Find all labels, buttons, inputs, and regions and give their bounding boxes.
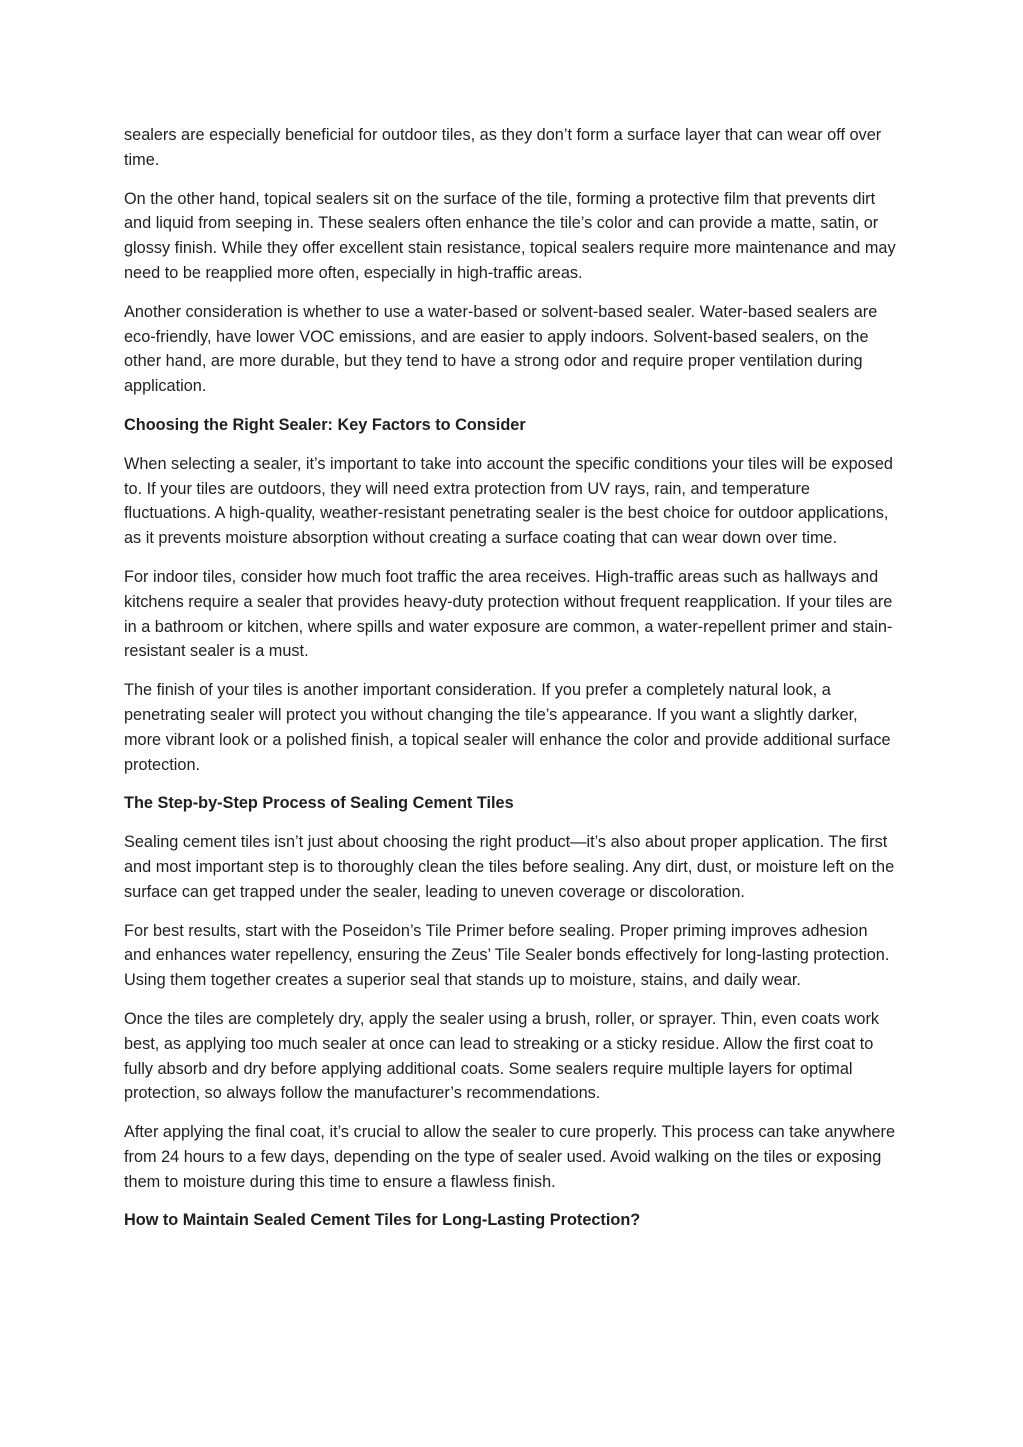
paragraph: Once the tiles are completely dry, apply the sealer using a brush, roller, or sprayer. Thin, even coats work best, as applying too much sealer at once can lead to streaking or a sticky residue. Allow the first coat to fully absorb and dry before applying additional coats. Some sealers require multiple layers for optimal protection, so always follow the manufacturer’s recommendations.	[124, 1009, 880, 1103]
paragraph: For best results, start with the Poseidon’s Tile Primer before sealing. Proper priming improves adhesion and enhances water repellency, ensuring the Zeus’ Tile Sealer bonds effectively for long-lasting protection. Using them together creates a superior seal that stands up to moisture, stains, and daily wear.	[124, 921, 890, 990]
paragraph: sealers are especially beneficial for outdoor tiles, as they don’t form a surface layer that can wear off over time.	[124, 126, 882, 169]
paragraph: For indoor tiles, consider how much foot traffic the area receives. High-traffic areas such as hallways and kitchens require a sealer that provides heavy-duty protection without frequent reapplication. If your tiles are in a bathroom or kitchen, where spills and water exposure are common, a water-repellent primer and stain-resistant sealer is a must.	[124, 567, 893, 661]
section-heading: Choosing the Right Sealer: Key Factors to Consider	[124, 415, 526, 434]
paragraph: Another consideration is whether to use a water-based or solvent-based sealer. Water-based sealers are eco-friendly, have lower VOC emissions, and are easier to apply indoors. Solvent-based sealers, on the other hand, are more durable, but they tend to have a strong odor and require proper ventilation during application.	[124, 302, 878, 396]
paragraph: The finish of your tiles is another important consideration. If you prefer a completely natural look, a penetrating sealer will protect you without changing the tile’s appearance. If you want a slightly darker, more vibrant look or a polished finish, a topical sealer will enhance the color and provide additional surface protection.	[124, 681, 891, 774]
document-page	[124, 123, 899, 1247]
paragraph: When selecting a sealer, it’s important to take into account the specific conditions your tiles will be exposed to. If your tiles are outdoors, they will need extra protection from UV rays, rain, and temperature fluctuations. A high-quality, weather-resistant penetrating sealer is the best choice for outdoor applications, as it prevents moisture absorption without creating a surface coating that can wear down over time.	[124, 454, 893, 548]
section-heading: How to Maintain Sealed Cement Tiles for Long-Lasting Protection?	[124, 1211, 641, 1230]
paragraph: On the other hand, topical sealers sit on the surface of the tile, forming a protective film that prevents dirt and liquid from seeping in. These sealers often enhance the tile’s color and can provide a matte, satin, or glossy finish. While they offer excellent stain resistance, topical sealers require more maintenance and may need to be reapplied more often, especially in high-traffic areas.	[124, 189, 896, 282]
paragraph: Sealing cement tiles isn’t just about choosing the right product—it’s also about proper application. The first and most important step is to thoroughly clean the tiles before sealing. Any dirt, dust, or moisture left on the surface can get trapped under the sealer, leading to uneven coverage or discoloration.	[124, 833, 895, 901]
section-heading: The Step-by-Step Process of Sealing Cement Tiles	[124, 794, 514, 813]
paragraph: After applying the final coat, it’s crucial to allow the sealer to cure properly. This process can take anywhere from 24 hours to a few days, depending on the type of sealer used. Avoid walking on the tiles or exposing them to moisture during this time to ensure a flawless finish.	[124, 1123, 896, 1191]
